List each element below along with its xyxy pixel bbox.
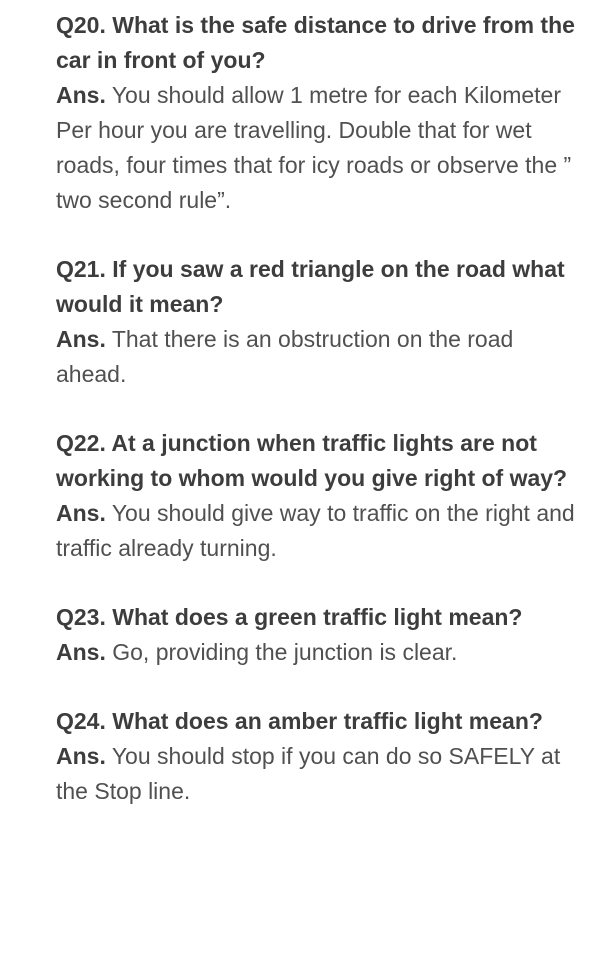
answer-label: Ans. xyxy=(56,743,106,769)
question-text: Q21. If you saw a red triangle on the road what would it mean? xyxy=(56,256,565,317)
answer-paragraph xyxy=(56,322,586,392)
qa-item-q20 xyxy=(56,8,586,218)
question-text: Q22. At a junction when traffic lights are not working to whom would you give right of way? xyxy=(56,430,568,491)
qa-item-q21 xyxy=(56,252,586,392)
question-text: Q20. What is the safe distance to drive from the car in front of you? xyxy=(56,12,575,73)
answer-label: Ans. xyxy=(56,82,106,108)
answer-paragraph xyxy=(56,496,586,566)
qa-item-q23 xyxy=(56,600,586,670)
qa-item-q24 xyxy=(56,704,586,809)
answer-text: That there is an obstruction on the road ahead. xyxy=(56,326,514,387)
question-text: Q23. What does a green traffic light mean? xyxy=(56,604,523,630)
answer-label: Ans. xyxy=(56,500,106,526)
answer-paragraph xyxy=(56,739,586,809)
answer-paragraph xyxy=(56,635,586,670)
qa-item-q22 xyxy=(56,426,586,566)
answer-paragraph xyxy=(56,78,586,218)
answer-text: Go, providing the junction is clear. xyxy=(112,639,458,665)
answer-text: You should stop if you can do so SAFELY at the Stop line. xyxy=(56,743,561,804)
question-text: Q24. What does an amber traffic light mean? xyxy=(56,708,543,734)
answer-label: Ans. xyxy=(56,639,106,665)
answer-label: Ans. xyxy=(56,326,106,352)
answer-text: You should give way to traffic on the right and traffic already turning. xyxy=(56,500,575,561)
answer-text: You should allow 1 metre for each Kilometer Per hour you are travelling. Double that for wet roads, four times that for icy roads or observe the ” two second rule”. xyxy=(56,82,572,213)
qa-document xyxy=(56,8,586,843)
